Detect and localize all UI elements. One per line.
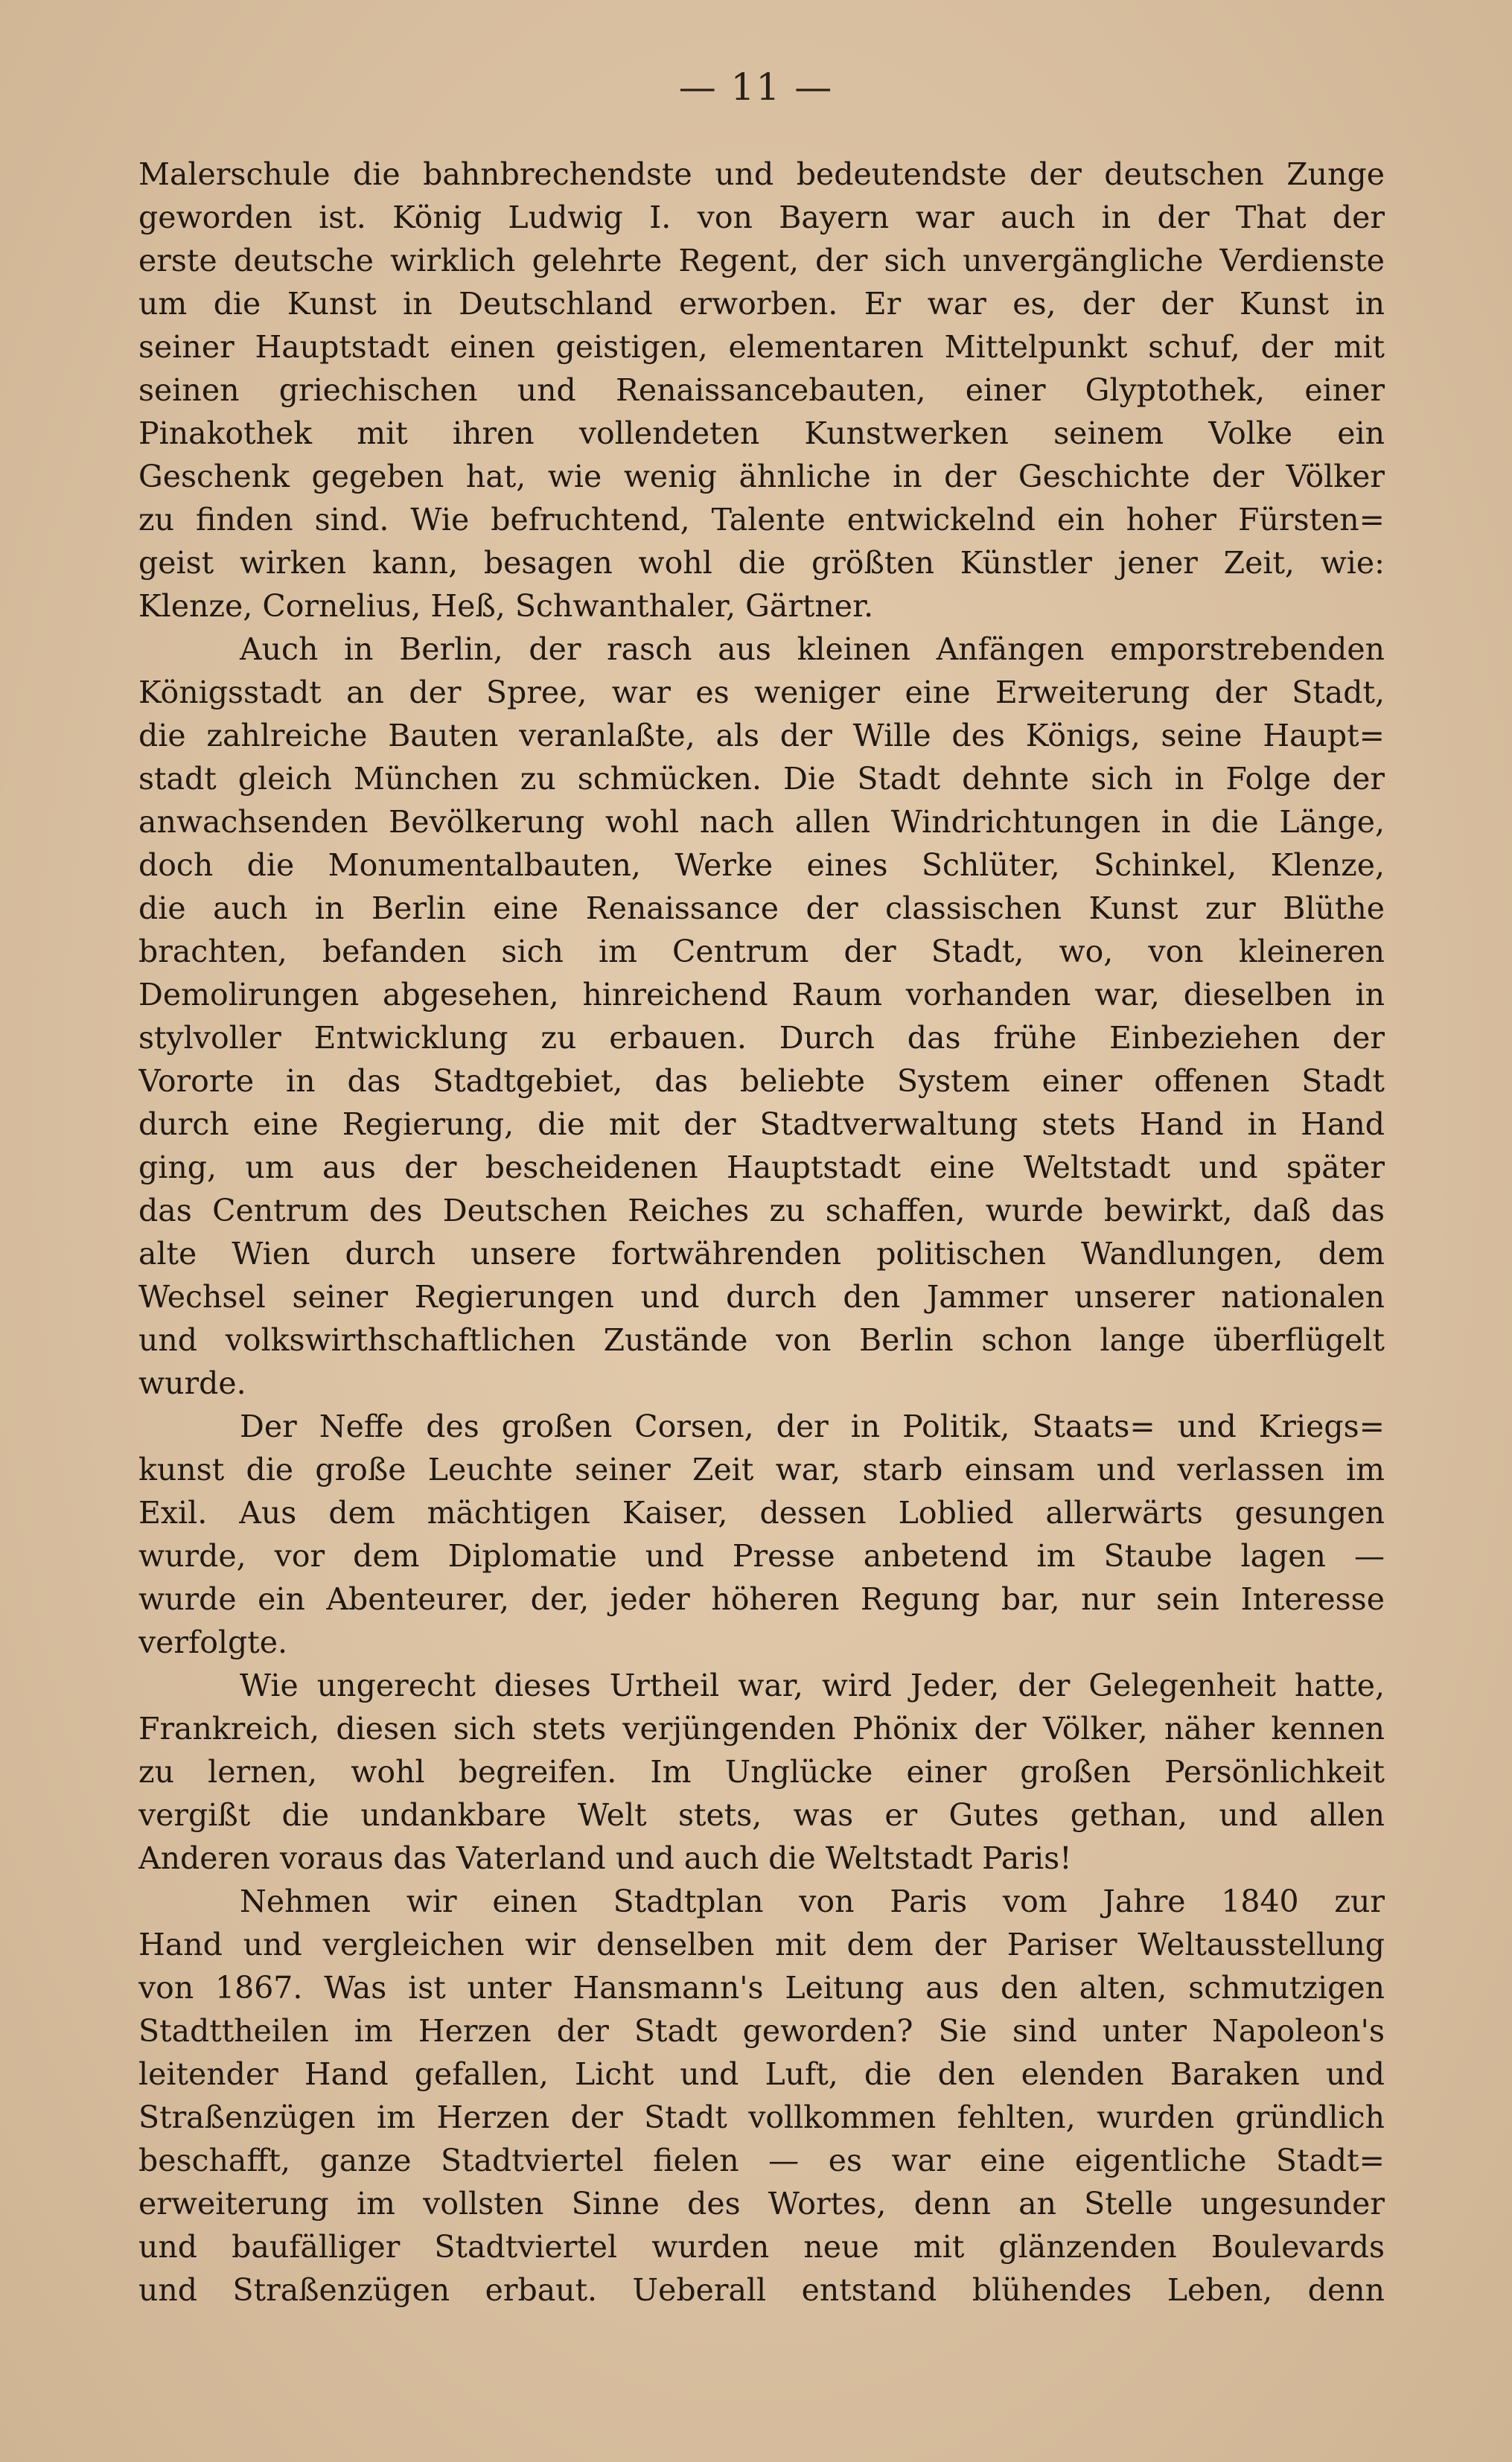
text-line: das Centrum des Deutschen Reiches zu schaffen, wurde bewirkt, daß das [138,1193,1385,1228]
text-line: erste deutsche wirklich gelehrte Regent, der sich unvergängliche Verdienste [138,243,1385,278]
text-line: geist wirken kann, besagen wohl die größten Künstler jener Zeit, wie: [138,545,1385,581]
text-line: brachten, befanden sich im Centrum der Stadt, wo, von kleineren [138,934,1385,969]
text-line: Klenze, Cornelius, Heß, Schwanthaler, Gärtner. [138,588,874,624]
text-line: zu lernen, wohl begreifen. Im Unglücke einer großen Persönlichkeit [138,1754,1385,1790]
text-line: die auch in Berlin eine Renaissance der classischen Kunst zur Blüthe [138,890,1385,926]
text-line: Vororte in das Stadtgebiet, das beliebte System einer offenen Stadt [138,1063,1385,1099]
text-line: Wie ungerecht dieses Urtheil war, wird Jeder, der Gelegenheit hatte, [240,1668,1385,1703]
text-line: doch die Monumentalbauten, Werke eines Schlüter, Schinkel, Klenze, [138,847,1385,883]
text-line: beschafft, ganze Stadtviertel fielen — es war eine eigentliche Stadt= [138,2143,1385,2178]
text-line: ging, um aus der bescheidenen Hauptstadt eine Weltstadt und später [138,1149,1385,1185]
text-line: vergißt die undankbare Welt stets, was er Gutes gethan, und allen [138,1797,1385,1833]
text-line: geworden ist. König Ludwig I. von Bayern war auch in der That der [138,200,1385,235]
text-line: Pinakothek mit ihren vollendeten Kunstwerken seinem Volke ein [138,415,1385,451]
text-line: Stadttheilen im Herzen der Stadt geworden? Sie sind unter Napoleon's [138,2013,1385,2049]
text-line: von 1867. Was ist unter Hansmann's Leitung aus den alten, schmutzigen [138,1970,1385,2006]
body-text [138,153,1385,2312]
text-line: Der Neffe des großen Corsen, der in Politik, Staats= und Kriegs= [240,1409,1385,1444]
text-line: Wechsel seiner Regierungen und durch den Jammer unserer nationalen [138,1279,1385,1315]
text-line: durch eine Regierung, die mit der Stadtverwaltung stets Hand in Hand [138,1106,1385,1142]
text-line: Auch in Berlin, der rasch aus kleinen Anfängen emporstrebenden [240,631,1385,667]
text-line: wurde ein Abenteurer, der, jeder höheren Regung bar, nur sein Interesse [138,1581,1385,1617]
text-line: Geschenk gegeben hat, wie wenig ähnliche in der Geschichte der Völker [138,459,1385,494]
text-line: Anderen voraus das Vaterland und auch die Weltstadt Paris! [138,1840,1072,1876]
text-line: alte Wien durch unsere fortwährenden politischen Wandlungen, dem [138,1236,1385,1272]
page-number: — 11 — [678,66,834,109]
text-line: seiner Hauptstadt einen geistigen, elementaren Mittelpunkt schuf, der mit [138,329,1385,365]
text-line: Nehmen wir einen Stadtplan von Paris vom Jahre 1840 zur [240,1884,1385,1919]
text-line: und baufälliger Stadtviertel wurden neue mit glänzenden Boulevards [138,2229,1385,2265]
text-line: wurde, vor dem Diplomatie und Presse anbetend im Staube lagen — [138,1538,1385,1574]
text-line: Malerschule die bahnbrechendste und bedeutendste der deutschen Zunge [138,156,1385,192]
text-line: kunst die große Leuchte seiner Zeit war, starb einsam und verlassen im [138,1452,1385,1487]
text-line: zu finden sind. Wie befruchtend, Talente entwickelnd ein hoher Fürsten= [138,502,1385,538]
text-line: um die Kunst in Deutschland erworben. Er war es, der der Kunst in [138,286,1385,322]
text-line: stylvoller Entwicklung zu erbauen. Durch das frühe Einbeziehen der [138,1020,1385,1056]
text-line: verfolgte. [138,1624,288,1660]
text-line: anwachsenden Bevölkerung wohl nach allen Windrichtungen in die Länge, [138,804,1385,840]
text-line: Frankreich, diesen sich stets verjüngenden Phönix der Völker, näher kennen [138,1711,1385,1747]
text-line: Straßenzügen im Herzen der Stadt vollkommen fehlten, wurden gründlich [138,2099,1385,2135]
text-line: leitender Hand gefallen, Licht und Luft, die den elenden Baraken und [138,2056,1385,2092]
text-line: die zahlreiche Bauten veranlaßte, als der Wille des Königs, seine Haupt= [138,718,1385,753]
text-line: stadt gleich München zu schmücken. Die Stadt dehnte sich in Folge der [138,761,1385,797]
text-line: erweiterung im vollsten Sinne des Wortes, denn an Stelle ungesunder [138,2186,1385,2222]
text-line: wurde. [138,1365,246,1401]
text-line: und volkswirthschaftlichen Zustände von Berlin schon lange überflügelt [138,1322,1385,1358]
text-line: Hand und vergleichen wir denselben mit dem der Pariser Weltausstellung [138,1927,1385,1962]
text-line: seinen griechischen und Renaissancebauten, einer Glyptothek, einer [138,372,1385,408]
text-line: und Straßenzügen erbaut. Ueberall entstand blühendes Leben, denn [138,2272,1385,2308]
text-line: Exil. Aus dem mächtigen Kaiser, dessen Loblied allerwärts gesungen [138,1495,1385,1531]
text-line: Demolirungen abgesehen, hinreichend Raum vorhanden war, dieselben in [138,977,1385,1012]
text-line: Königsstadt an der Spree, war es weniger eine Erweiterung der Stadt, [138,675,1385,710]
